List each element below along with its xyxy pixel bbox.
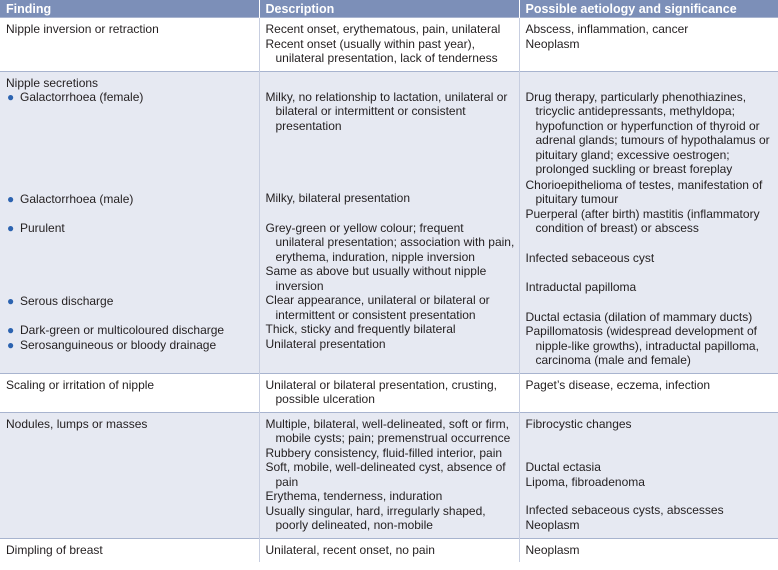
aetiology-text: Neoplasm <box>525 36 580 51</box>
aetiology-text: Neoplasm <box>525 542 580 557</box>
description-text: Grey-green or yellow colour; frequent unilateral presentation; association with pain, erythema, induration, nipple inversion <box>265 220 515 264</box>
aetiology-cell <box>519 373 778 412</box>
aetiology-text: Paget’s disease, eczema, infection <box>525 377 711 392</box>
aetiology-text: Ductal ectasia <box>525 460 601 474</box>
bullet-icon: ● <box>7 221 15 235</box>
description-text: Thick, sticky and frequently bilateral <box>265 322 456 336</box>
aetiology-cell <box>519 71 778 373</box>
description-text: Same as above but usually without nipple inversion <box>265 264 487 293</box>
aetiology-text: Infected sebaceous cysts, abscesses <box>525 503 724 517</box>
table-row-dimpling <box>0 538 778 562</box>
sub-finding-label: Serosanguineous or bloody drainage <box>20 337 217 352</box>
description-text: Multiple, bilateral, well-delineated, soft or firm, mobile cysts; pain; premenstrual occurrence <box>265 416 511 445</box>
bullet-icon: ● <box>7 191 15 206</box>
table-header <box>0 0 778 18</box>
description-text: Unilateral, recent onset, no pain <box>265 542 435 557</box>
aetiology-text: Drug therapy, particularly phenothiazines, tricyclic antidepressants, methyldopa; hypofunction or hyperfunction of thyroid or adrenal glands; tumours of hypothalamus or pituitary gland; excessive oestrogen; prolonged suckling or breast foreplay <box>525 89 770 176</box>
description-text: Usually singular, hard, irregularly shaped, poorly delineated, non-mobile <box>265 503 486 532</box>
table-row-nipple-inversion <box>0 18 778 72</box>
aetiology-text: Neoplasm <box>525 517 580 532</box>
sub-finding-serous <box>6 294 255 309</box>
sub-finding-dark-green <box>6 323 255 338</box>
finding-label: Nipple inversion or retraction <box>6 22 159 36</box>
sub-finding-serosanguineous <box>6 338 255 353</box>
finding-cell <box>0 71 259 373</box>
aetiology-text: Abscess, inflammation, cancer <box>525 22 689 36</box>
finding-label: Nodules, lumps or masses <box>6 416 148 431</box>
header-description: Description <box>259 0 519 18</box>
description-cell <box>259 18 519 72</box>
description-cell <box>259 71 519 373</box>
bullet-icon: ● <box>7 90 15 104</box>
bullet-icon: ● <box>7 323 15 337</box>
finding-cell <box>0 538 259 562</box>
aetiology-text: Chorioepithelioma of testes, manifestation of pituitary tumour <box>525 177 763 206</box>
finding-label: Scaling or irritation of nipple <box>6 377 155 392</box>
aetiology-cell <box>519 412 778 538</box>
table-row-scaling <box>0 373 778 412</box>
aetiology-text: Ductal ectasia (dilation of mammary ducts) <box>525 309 753 324</box>
description-cell <box>259 412 519 538</box>
bullet-icon: ● <box>7 337 15 352</box>
aetiology-text: Intraductal papilloma <box>525 280 637 294</box>
finding-cell <box>0 412 259 538</box>
description-text: Recent onset, erythematous, pain, unilateral <box>265 22 501 36</box>
table-row-nodules <box>0 412 778 538</box>
description-text: Milky, bilateral presentation <box>265 191 411 205</box>
finding-label: Dimpling of breast <box>6 542 103 557</box>
header-aetiology: Possible aetiology and significance <box>519 0 778 18</box>
description-text: Recent onset (usually within past year), unilateral presentation, lack of tenderness <box>265 36 498 65</box>
sub-finding-galactorrhoea-male <box>6 192 255 207</box>
description-cell <box>259 373 519 412</box>
sub-finding-galactorrhoea-female <box>6 90 255 105</box>
description-cell <box>259 538 519 562</box>
finding-cell <box>0 18 259 72</box>
aetiology-text: Fibrocystic changes <box>525 416 632 431</box>
aetiology-text: Puerperal (after birth) mastitis (inflammatory condition of breast) or abscess <box>525 206 760 235</box>
description-text: Unilateral or bilateral presentation, crusting, possible ulceration <box>265 377 497 406</box>
header-finding: Finding <box>0 0 259 18</box>
aetiology-cell <box>519 18 778 72</box>
aetiology-text: Papillomatosis (widespread development of nipple-like growths), intraductal papilloma, carcinoma (male and female) <box>525 324 759 367</box>
sub-finding-label: Purulent <box>20 221 65 235</box>
description-text: Erythema, tenderness, induration <box>265 489 443 503</box>
finding-label: Nipple secretions <box>6 75 99 90</box>
sub-finding-label: Serous discharge <box>20 293 114 308</box>
sub-finding-label: Dark-green or multicoloured discharge <box>20 323 225 337</box>
description-text: Soft, mobile, well-delineated cyst, absence of pain <box>265 460 506 489</box>
aetiology-text: Lipoma, fibroadenoma <box>525 474 645 489</box>
table-row-nipple-secretions <box>0 71 778 373</box>
aetiology-text: Infected sebaceous cyst <box>525 250 655 265</box>
description-text: Unilateral presentation <box>265 336 386 351</box>
finding-cell <box>0 373 259 412</box>
bullet-icon: ● <box>7 293 15 308</box>
description-text: Clear appearance, unilateral or bilateral or intermittent or consistent presentation <box>265 293 490 322</box>
description-text: Milky, no relationship to lactation, unilateral or bilateral or intermittent or consistent presentation <box>265 89 508 133</box>
sub-finding-purulent <box>6 221 255 236</box>
sub-finding-label: Galactorrhoea (female) <box>20 90 144 104</box>
aetiology-cell <box>519 538 778 562</box>
header-row <box>0 0 778 18</box>
sub-finding-label: Galactorrhoea (male) <box>20 191 134 206</box>
description-text: Rubbery consistency, fluid-filled interior, pain <box>265 445 503 460</box>
